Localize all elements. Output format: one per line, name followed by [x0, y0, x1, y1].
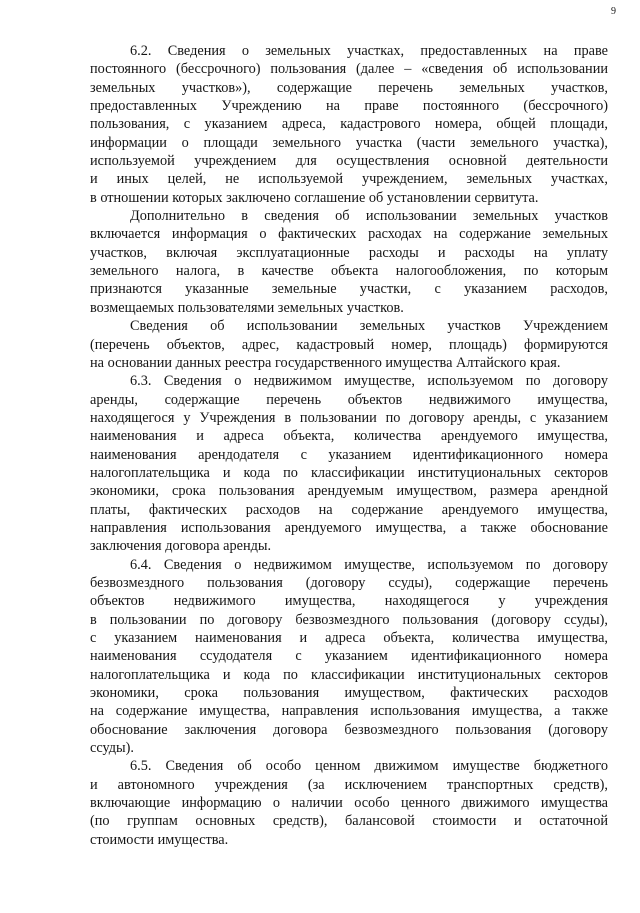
- text-line: признаются указанные земельные участки, с указанием расходов,: [90, 281, 608, 298]
- text-line: наименования ссудодателя с указанием идентификационного номера: [90, 648, 608, 665]
- text-line: Дополнительно в сведения об использовании земельных участков: [130, 208, 608, 225]
- text-line: налогоплательщика и кода по классификации институциональных секторов: [90, 464, 608, 481]
- page-number: 9: [611, 6, 616, 17]
- text-line: постоянного (бессрочного) пользования (далее – «сведения об использовании: [90, 61, 608, 78]
- text-line: используемой учреждением для осуществления основной деятельности: [90, 153, 608, 170]
- text-line: включающие информацию о наличии особо ценного движимого имущества: [90, 795, 608, 812]
- text-line: возмещаемых пользователями земельных участков.: [90, 299, 404, 316]
- text-line: пользования, с указанием адреса, кадастрового номера, общей площади,: [90, 116, 608, 133]
- text-line: налогоплательщика и кода по классификации институциональных секторов: [90, 666, 608, 683]
- paragraph-6-5: [90, 757, 608, 849]
- text-line: и иных целей, не используемой учреждением, земельных участках,: [90, 171, 608, 188]
- text-line: направления использования арендуемого имущества, а также обоснование: [90, 519, 608, 536]
- text-line: 6.3. Сведения о недвижимом имуществе, используемом по договору: [130, 373, 608, 390]
- text-line: включается информация о фактических расходах на содержание земельных: [90, 226, 608, 243]
- text-line: обоснование заключения договора безвозмездного пользования (договору: [90, 721, 608, 738]
- text-line: 6.5. Сведения об особо ценном движимом имуществе бюджетного: [130, 758, 608, 775]
- text-line: земельных участков»), содержащие перечень земельных участков,: [90, 79, 608, 96]
- text-line: с указанием наименования и адреса объекта, количества имущества,: [90, 630, 608, 646]
- paragraph-6-2: [90, 42, 608, 207]
- text-line: и автономного учреждения (за исключением транспортных средств),: [90, 776, 608, 793]
- text-line: участков, включая эксплуатационные расходы и расходы на уплату: [90, 244, 608, 261]
- text-line: наименования арендодателя с указанием идентификационного номера: [90, 446, 608, 463]
- text-line: объектов недвижимого имущества, находящегося у учреждения: [90, 593, 608, 610]
- paragraph-registry-source: [90, 317, 608, 372]
- text-line: 6.2. Сведения о земельных участках, предоставленных на праве: [130, 43, 608, 59]
- text-line: 6.4. Сведения о недвижимом имуществе, используемом по договору: [130, 556, 608, 573]
- text-line: предоставленных Учреждению на праве постоянного (бессрочного): [90, 98, 608, 115]
- paragraph-6-4: [90, 556, 608, 758]
- text-line: в пользовании по договору безвозмездного пользования (договору ссуды),: [90, 611, 608, 628]
- text-line: экономики, срока пользования имуществом, фактических расходов: [90, 685, 608, 702]
- text-line: безвозмездного пользования (договору ссуды), содержащие перечень: [90, 574, 608, 591]
- text-line: наименования и адреса объекта, количества арендуемого имущества,: [90, 428, 608, 445]
- text-line: платы, фактических расходов на содержание арендуемого имущества,: [90, 501, 608, 518]
- text-line: заключения договора аренды.: [90, 538, 272, 555]
- text-line: (по группам основных средств), балансовой стоимости и остаточной: [90, 813, 608, 830]
- text-line: на основании данных реестра государственного имущества Алтайского края.: [90, 354, 561, 371]
- text-line: на содержание имущества, направления использования имущества, а также: [90, 703, 608, 720]
- text-line: находящегося у Учреждения в пользовании по договору аренды, с указанием: [90, 409, 608, 426]
- paragraph-6-3: [90, 372, 608, 555]
- text-line: аренды, содержащие перечень объектов недвижимого имущества,: [90, 391, 608, 408]
- text-line: (перечень объектов, адрес, кадастровый номер, площадь) формируются: [90, 336, 608, 353]
- text-line: информации о площади земельного участка (части земельного участка),: [90, 134, 608, 151]
- text-line: земельного налога, в качестве объекта налогообложения, по которым: [90, 263, 608, 280]
- text-line: ссуды).: [90, 740, 134, 757]
- text-line: в отношении которых заключено соглашение об установлении сервитута.: [90, 189, 539, 206]
- text-line: Сведения об использовании земельных участков Учреждением: [130, 318, 608, 335]
- text-line: стоимости имущества.: [90, 831, 229, 848]
- paragraph-additional-info: [90, 207, 608, 317]
- document-body: [90, 42, 608, 849]
- text-line: экономики, срока пользования арендуемым имуществом, размера арендной: [90, 483, 608, 500]
